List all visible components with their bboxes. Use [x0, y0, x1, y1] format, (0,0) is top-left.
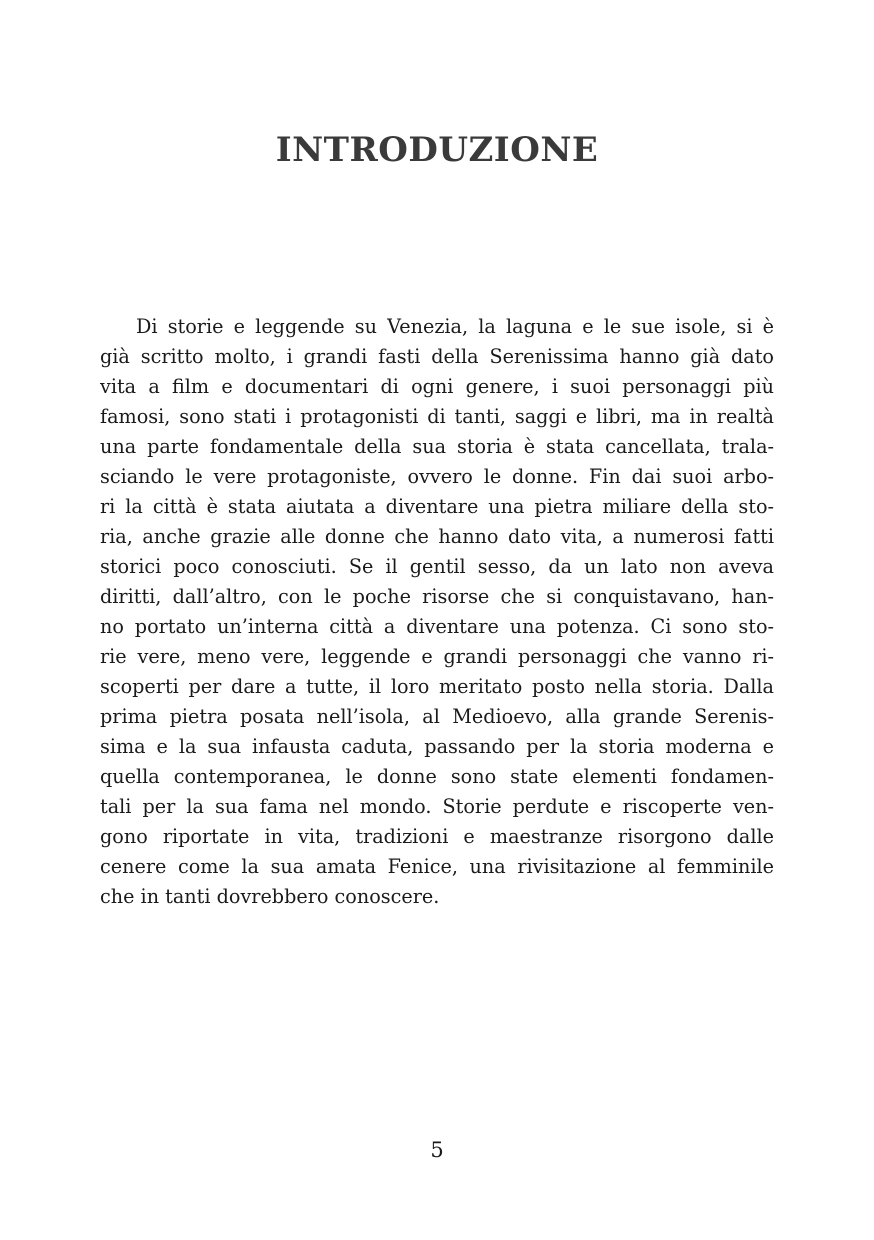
text-line: no portato un’interna città a diventare una potenza. Ci sono sto- — [100, 615, 774, 638]
text-line: ria, anche grazie alle donne che hanno dato vita, a numerosi fatti — [100, 525, 774, 548]
text-line: una parte fondamentale della sua storia è stata cancellata, trala- — [100, 435, 774, 458]
text-line: famosi, sono stati i protagonisti di tanti, saggi e libri, ma in realtà — [100, 405, 774, 428]
text-line: diritti, dall’altro, con le poche risorse che si conquistavano, han- — [100, 585, 774, 608]
page-number: 5 — [430, 1138, 444, 1162]
text-line: ri la città è stata aiutata a diventare una pietra miliare della sto- — [100, 495, 774, 518]
text-line: tali per la sua fama nel mondo. Storie perdute e riscoperte ven- — [100, 795, 774, 818]
text-line: prima pietra posata nell’isola, al Medioevo, alla grande Serenis- — [100, 705, 774, 728]
text-line: scoperti per dare a tutte, il loro meritato posto nella storia. Dalla — [100, 675, 774, 698]
text-line: Di storie e leggende su Venezia, la laguna e le sue isole, si è — [136, 315, 774, 338]
text-line: gono riportate in vita, tradizioni e maestranze risorgono dalle — [100, 825, 774, 848]
text-line: quella contemporanea, le donne sono state elementi fondamen- — [100, 765, 774, 788]
text-line: storici poco conosciuti. Se il gentil sesso, da un lato non aveva — [100, 555, 774, 578]
text-line: che in tanti dovrebbero conoscere. — [100, 885, 440, 908]
page-title: INTRODUZIONE — [275, 130, 599, 170]
text-line: già scritto molto, i grandi fasti della Serenissima hanno già dato — [100, 345, 774, 368]
text-line: rie vere, meno vere, leggende e grandi personaggi che vanno ri- — [100, 645, 774, 668]
body-paragraph — [100, 312, 774, 912]
text-line: vita a film e documentari di ogni genere, i suoi personaggi più — [100, 375, 774, 398]
text-line: sciando le vere protagoniste, ovvero le donne. Fin dai suoi arbo- — [100, 465, 774, 488]
text-line: cenere come la sua amata Fenice, una rivisitazione al femminile — [100, 855, 774, 878]
text-line: sima e la sua infausta caduta, passando per la storia moderna e — [100, 735, 774, 758]
